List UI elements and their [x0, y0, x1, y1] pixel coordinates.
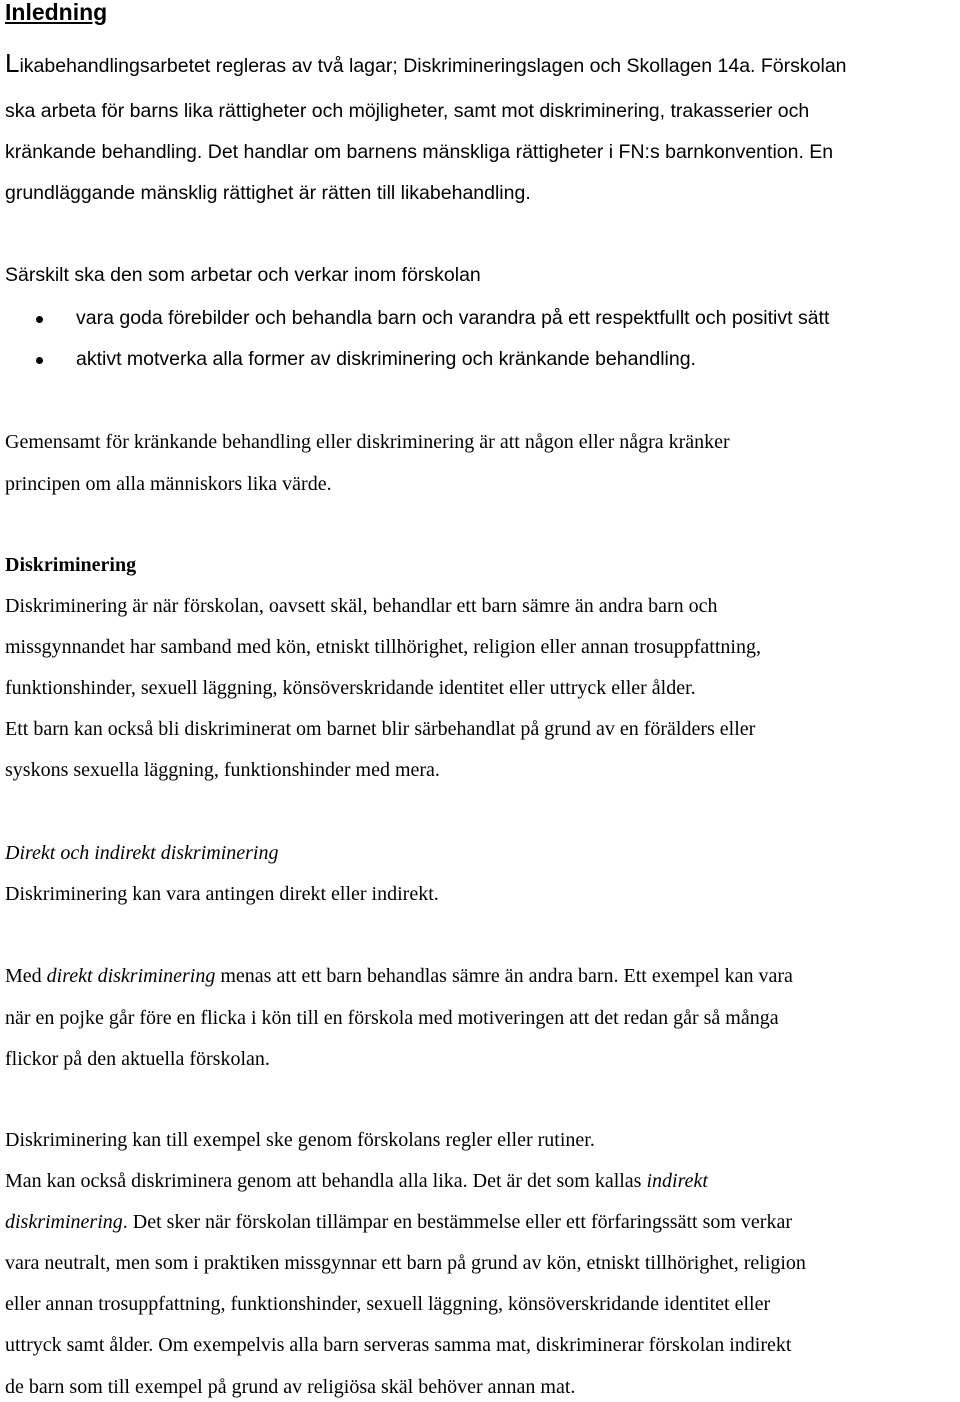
indirect-line-4: vara neutralt, men som i praktiken missgynnar ett barn på grund av kön, etniskt tillhörighet, religion	[5, 1252, 806, 1274]
indirect-line-3-b: . Det sker när förskolan tillämpar en bestämmelse eller ett förfaringssätt som verkar	[122, 1211, 792, 1233]
section-title-diskriminering: Diskriminering	[5, 554, 137, 576]
dropcap: L	[5, 48, 20, 78]
intro-line-4: grundläggande mänsklig rättighet är rätten till likabehandling.	[5, 182, 531, 204]
direct-line-1	[5, 963, 793, 989]
intro-line-3: kränkande behandling. Det handlar om barnens mänskliga rättigheter i FN:s barnkonvention. En	[5, 141, 834, 163]
common-line-1: Gemensamt för kränkande behandling eller diskriminering är att någon eller några kränker	[5, 431, 730, 453]
indirect-line-5: eller annan trosuppfattning, funktionshinder, sexuell läggning, könsöverskridande identitet eller	[5, 1293, 771, 1315]
indirect-line-3	[5, 1209, 792, 1235]
heading-inledning: Inledning	[5, 0, 108, 25]
intro-line-2: ska arbeta för barns lika rättigheter och möjligheter, samt mot diskriminering, trakasserier och	[5, 100, 810, 122]
common-line-2: principen om alla människors lika värde.	[5, 473, 332, 495]
direct-line-2: när en pojke går före en flicka i kön till en förskola med motiveringen att det redan går så många	[5, 1007, 779, 1029]
direct-line-1-b: menas att ett barn behandlas sämre än andra barn. Ett exempel kan vara	[215, 965, 793, 987]
direct-line-3: flickor på den aktuella förskolan.	[5, 1048, 270, 1070]
section-title-direkt-indirekt: Direkt och indirekt diskriminering	[5, 842, 279, 864]
special-lead: Särskilt ska den som arbetar och verkar inom förskolan	[5, 264, 481, 286]
direct-indirect-line: Diskriminering kan vara antingen direkt eller indirekt.	[5, 883, 439, 905]
discrimination-line-4: Ett barn kan också bli diskriminerat om barnet blir särbehandlat på grund av en förälders eller	[5, 718, 756, 740]
bullet-dot-icon	[36, 357, 43, 364]
intro-line-1	[5, 50, 847, 79]
indirect-line-7: de barn som till exempel på grund av religiösa skäl behöver annan mat.	[5, 1376, 576, 1398]
term-direkt-diskriminering: direkt diskriminering	[46, 965, 216, 987]
discrimination-line-5: syskons sexuella läggning, funktionshinder med mera.	[5, 759, 440, 781]
indirect-line-1: Diskriminering kan till exempel ske genom förskolans regler eller rutiner.	[5, 1129, 595, 1151]
direct-line-1-a: Med	[5, 965, 47, 987]
term-diskriminering: diskriminering	[5, 1211, 123, 1233]
indirect-line-2	[5, 1168, 708, 1194]
bullet-dot-icon	[36, 316, 43, 323]
intro-line-1-text: ikabehandlingsarbetet regleras av två lagar; Diskrimineringslagen och Skollagen 14a. Förskolan	[19, 55, 847, 77]
indirect-line-6: uttryck samt ålder. Om exempelvis alla barn serveras samma mat, diskriminerar förskolan indirekt	[5, 1334, 792, 1356]
term-indirekt: indirekt	[646, 1170, 708, 1192]
bullet-item: vara goda förebilder och behandla barn och varandra på ett respektfullt och positivt sätt	[76, 307, 830, 329]
discrimination-line-3: funktionshinder, sexuell läggning, könsöverskridande identitet eller uttryck eller ålder.	[5, 677, 696, 699]
bullet-item: aktivt motverka alla former av diskriminering och kränkande behandling.	[76, 348, 696, 370]
discrimination-line-2: missgynnandet har samband med kön, etniskt tillhörighet, religion eller annan trosuppfattning,	[5, 636, 761, 658]
indirect-line-2-a: Man kan också diskriminera genom att behandla alla lika. Det är det som kallas	[5, 1170, 647, 1192]
discrimination-line-1: Diskriminering är när förskolan, oavsett skäl, behandlar ett barn sämre än andra barn och	[5, 595, 718, 617]
